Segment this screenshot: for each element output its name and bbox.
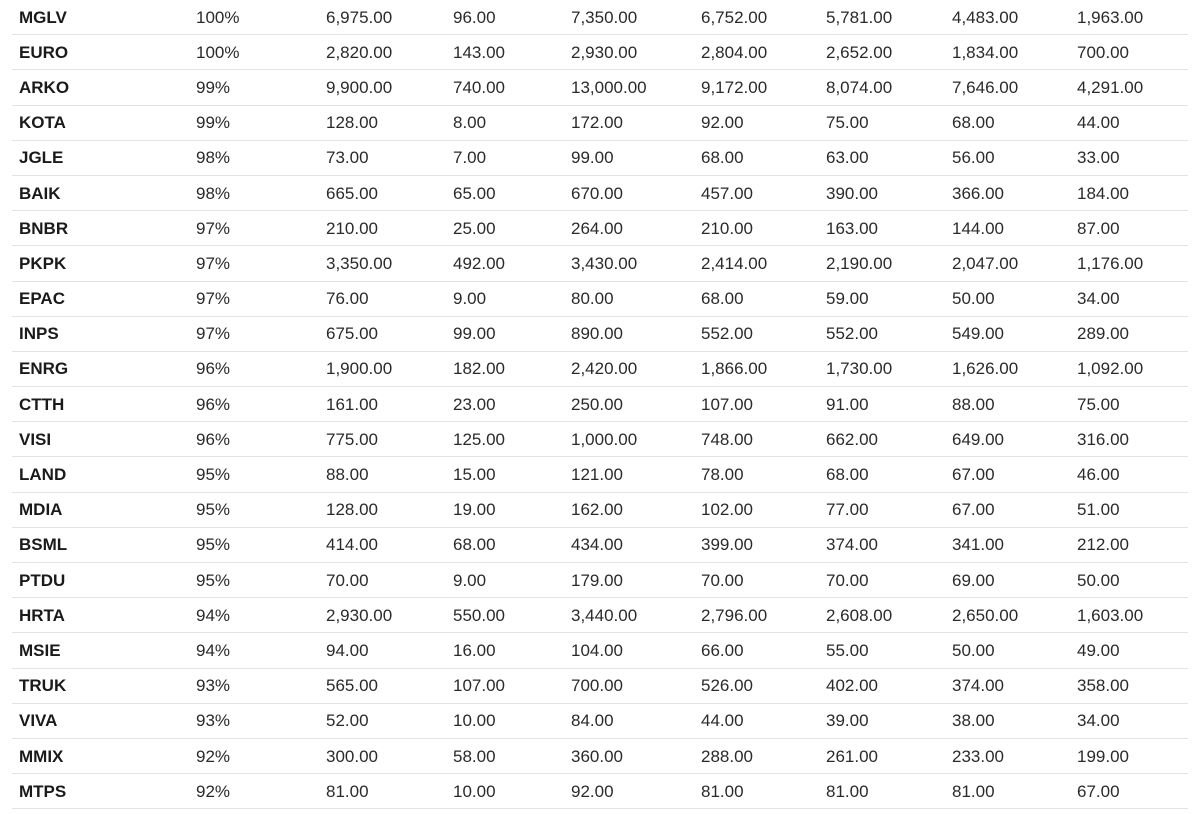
value-cell: 2,820.00: [319, 35, 446, 70]
value-cell: 56.00: [945, 140, 1070, 175]
value-cell: 172.00: [564, 105, 694, 140]
value-cell: 6,975.00: [319, 0, 446, 35]
value-cell: 9.00: [446, 563, 564, 598]
value-cell: 10.00: [446, 703, 564, 738]
value-cell: 358.00: [1070, 668, 1188, 703]
value-cell: 1,000.00: [564, 422, 694, 457]
value-cell: 121.00: [564, 457, 694, 492]
value-cell: 649.00: [945, 422, 1070, 457]
value-cell: 38.00: [945, 703, 1070, 738]
value-cell: 99.00: [446, 316, 564, 351]
ticker-cell: INPS: [12, 316, 189, 351]
value-cell: 210.00: [694, 211, 819, 246]
table-row: [12, 774, 1188, 809]
table-row: [12, 633, 1188, 668]
value-cell: 7.00: [446, 140, 564, 175]
value-cell: 1,092.00: [1070, 351, 1188, 386]
table-row: [12, 527, 1188, 562]
table-row: [12, 387, 1188, 422]
value-cell: 88.00: [319, 457, 446, 492]
value-cell: 341.00: [945, 527, 1070, 562]
value-cell: 3,350.00: [319, 246, 446, 281]
value-cell: 675.00: [319, 316, 446, 351]
value-cell: 77.00: [819, 492, 945, 527]
value-cell: 39.00: [819, 703, 945, 738]
value-cell: 288.00: [694, 738, 819, 773]
value-cell: 55.00: [819, 633, 945, 668]
value-cell: 1,730.00: [819, 351, 945, 386]
percent-cell: 93%: [189, 703, 319, 738]
value-cell: 49.00: [1070, 633, 1188, 668]
table-row: [12, 668, 1188, 703]
value-cell: 2,414.00: [694, 246, 819, 281]
value-cell: 2,930.00: [319, 598, 446, 633]
value-cell: 44.00: [694, 703, 819, 738]
value-cell: 128.00: [319, 492, 446, 527]
ticker-cell: TRUK: [12, 668, 189, 703]
ticker-cell: HRTA: [12, 598, 189, 633]
value-cell: 59.00: [819, 281, 945, 316]
value-cell: 70.00: [319, 563, 446, 598]
percent-cell: 99%: [189, 105, 319, 140]
ticker-cell: CTTH: [12, 387, 189, 422]
ticker-cell: PTDU: [12, 563, 189, 598]
percent-cell: 100%: [189, 0, 319, 35]
value-cell: 748.00: [694, 422, 819, 457]
percent-cell: 95%: [189, 457, 319, 492]
value-cell: 250.00: [564, 387, 694, 422]
table-row: [12, 738, 1188, 773]
value-cell: 662.00: [819, 422, 945, 457]
value-cell: 4,291.00: [1070, 70, 1188, 105]
value-cell: 104.00: [564, 633, 694, 668]
table-row: [12, 598, 1188, 633]
value-cell: 2,650.00: [945, 598, 1070, 633]
value-cell: 163.00: [819, 211, 945, 246]
table-row: [12, 211, 1188, 246]
value-cell: 390.00: [819, 175, 945, 210]
value-cell: 374.00: [945, 668, 1070, 703]
value-cell: 33.00: [1070, 140, 1188, 175]
value-cell: 19.00: [446, 492, 564, 527]
table-row: [12, 70, 1188, 105]
value-cell: 94.00: [319, 633, 446, 668]
value-cell: 69.00: [945, 563, 1070, 598]
value-cell: 565.00: [319, 668, 446, 703]
value-cell: 15.00: [446, 457, 564, 492]
value-cell: 300.00: [319, 738, 446, 773]
value-cell: 233.00: [945, 738, 1070, 773]
table-row: [12, 316, 1188, 351]
value-cell: 2,930.00: [564, 35, 694, 70]
value-cell: 9,172.00: [694, 70, 819, 105]
value-cell: 1,963.00: [1070, 0, 1188, 35]
value-cell: 552.00: [694, 316, 819, 351]
value-cell: 1,626.00: [945, 351, 1070, 386]
value-cell: 68.00: [694, 140, 819, 175]
value-cell: 890.00: [564, 316, 694, 351]
value-cell: 23.00: [446, 387, 564, 422]
table-row: [12, 492, 1188, 527]
table-row: [12, 563, 1188, 598]
value-cell: 99.00: [564, 140, 694, 175]
value-cell: 9,900.00: [319, 70, 446, 105]
ticker-cell: MDIA: [12, 492, 189, 527]
value-cell: 6,752.00: [694, 0, 819, 35]
value-cell: 75.00: [1070, 387, 1188, 422]
value-cell: 68.00: [694, 281, 819, 316]
value-cell: 2,652.00: [819, 35, 945, 70]
percent-cell: 92%: [189, 774, 319, 809]
ticker-cell: ENRG: [12, 351, 189, 386]
value-cell: 88.00: [945, 387, 1070, 422]
value-cell: 68.00: [945, 105, 1070, 140]
table-body: [12, 0, 1188, 809]
value-cell: 107.00: [694, 387, 819, 422]
value-cell: 2,796.00: [694, 598, 819, 633]
value-cell: 125.00: [446, 422, 564, 457]
value-cell: 2,420.00: [564, 351, 694, 386]
value-cell: 289.00: [1070, 316, 1188, 351]
value-cell: 70.00: [819, 563, 945, 598]
value-cell: 75.00: [819, 105, 945, 140]
percent-cell: 100%: [189, 35, 319, 70]
value-cell: 58.00: [446, 738, 564, 773]
percent-cell: 95%: [189, 492, 319, 527]
value-cell: 3,440.00: [564, 598, 694, 633]
ticker-cell: MTPS: [12, 774, 189, 809]
value-cell: 63.00: [819, 140, 945, 175]
value-cell: 162.00: [564, 492, 694, 527]
value-cell: 184.00: [1070, 175, 1188, 210]
percent-cell: 97%: [189, 211, 319, 246]
table-row: [12, 105, 1188, 140]
value-cell: 81.00: [694, 774, 819, 809]
value-cell: 402.00: [819, 668, 945, 703]
value-cell: 92.00: [694, 105, 819, 140]
value-cell: 492.00: [446, 246, 564, 281]
value-cell: 552.00: [819, 316, 945, 351]
value-cell: 1,603.00: [1070, 598, 1188, 633]
table-row: [12, 422, 1188, 457]
value-cell: 144.00: [945, 211, 1070, 246]
ticker-cell: VIVA: [12, 703, 189, 738]
percent-cell: 98%: [189, 140, 319, 175]
value-cell: 4,483.00: [945, 0, 1070, 35]
value-cell: 457.00: [694, 175, 819, 210]
value-cell: 13,000.00: [564, 70, 694, 105]
value-cell: 9.00: [446, 281, 564, 316]
value-cell: 87.00: [1070, 211, 1188, 246]
value-cell: 1,834.00: [945, 35, 1070, 70]
table-row: [12, 0, 1188, 35]
percent-cell: 99%: [189, 70, 319, 105]
percent-cell: 95%: [189, 563, 319, 598]
percent-cell: 96%: [189, 387, 319, 422]
value-cell: 52.00: [319, 703, 446, 738]
percent-cell: 96%: [189, 422, 319, 457]
value-cell: 212.00: [1070, 527, 1188, 562]
percent-cell: 97%: [189, 246, 319, 281]
table-row: [12, 351, 1188, 386]
percent-cell: 93%: [189, 668, 319, 703]
value-cell: 199.00: [1070, 738, 1188, 773]
value-cell: 366.00: [945, 175, 1070, 210]
value-cell: 81.00: [819, 774, 945, 809]
ticker-cell: EPAC: [12, 281, 189, 316]
ticker-cell: ARKO: [12, 70, 189, 105]
value-cell: 25.00: [446, 211, 564, 246]
table-row: [12, 140, 1188, 175]
value-cell: 2,190.00: [819, 246, 945, 281]
value-cell: 316.00: [1070, 422, 1188, 457]
value-cell: 68.00: [446, 527, 564, 562]
value-cell: 46.00: [1070, 457, 1188, 492]
ticker-cell: VISI: [12, 422, 189, 457]
value-cell: 67.00: [1070, 774, 1188, 809]
table-row: [12, 703, 1188, 738]
value-cell: 665.00: [319, 175, 446, 210]
value-cell: 1,866.00: [694, 351, 819, 386]
ticker-cell: BSML: [12, 527, 189, 562]
value-cell: 374.00: [819, 527, 945, 562]
percent-cell: 96%: [189, 351, 319, 386]
value-cell: 107.00: [446, 668, 564, 703]
ticker-cell: JGLE: [12, 140, 189, 175]
value-cell: 84.00: [564, 703, 694, 738]
value-cell: 65.00: [446, 175, 564, 210]
value-cell: 2,804.00: [694, 35, 819, 70]
table-row: [12, 246, 1188, 281]
value-cell: 44.00: [1070, 105, 1188, 140]
stock-table: [12, 0, 1188, 809]
value-cell: 3,430.00: [564, 246, 694, 281]
value-cell: 179.00: [564, 563, 694, 598]
value-cell: 700.00: [1070, 35, 1188, 70]
value-cell: 76.00: [319, 281, 446, 316]
value-cell: 50.00: [1070, 563, 1188, 598]
value-cell: 2,608.00: [819, 598, 945, 633]
ticker-cell: LAND: [12, 457, 189, 492]
value-cell: 264.00: [564, 211, 694, 246]
value-cell: 96.00: [446, 0, 564, 35]
value-cell: 700.00: [564, 668, 694, 703]
percent-cell: 95%: [189, 527, 319, 562]
value-cell: 128.00: [319, 105, 446, 140]
value-cell: 670.00: [564, 175, 694, 210]
value-cell: 414.00: [319, 527, 446, 562]
value-cell: 67.00: [945, 492, 1070, 527]
ticker-cell: MMIX: [12, 738, 189, 773]
value-cell: 50.00: [945, 281, 1070, 316]
value-cell: 1,900.00: [319, 351, 446, 386]
value-cell: 8,074.00: [819, 70, 945, 105]
value-cell: 8.00: [446, 105, 564, 140]
value-cell: 399.00: [694, 527, 819, 562]
value-cell: 102.00: [694, 492, 819, 527]
percent-cell: 97%: [189, 316, 319, 351]
ticker-cell: MSIE: [12, 633, 189, 668]
value-cell: 5,781.00: [819, 0, 945, 35]
table-row: [12, 175, 1188, 210]
value-cell: 91.00: [819, 387, 945, 422]
value-cell: 70.00: [694, 563, 819, 598]
value-cell: 66.00: [694, 633, 819, 668]
value-cell: 2,047.00: [945, 246, 1070, 281]
table-row: [12, 457, 1188, 492]
value-cell: 7,646.00: [945, 70, 1070, 105]
value-cell: 740.00: [446, 70, 564, 105]
value-cell: 34.00: [1070, 281, 1188, 316]
ticker-cell: PKPK: [12, 246, 189, 281]
value-cell: 34.00: [1070, 703, 1188, 738]
value-cell: 161.00: [319, 387, 446, 422]
value-cell: 78.00: [694, 457, 819, 492]
value-cell: 16.00: [446, 633, 564, 668]
table-row: [12, 281, 1188, 316]
value-cell: 182.00: [446, 351, 564, 386]
value-cell: 50.00: [945, 633, 1070, 668]
percent-cell: 98%: [189, 175, 319, 210]
value-cell: 51.00: [1070, 492, 1188, 527]
ticker-cell: KOTA: [12, 105, 189, 140]
value-cell: 67.00: [945, 457, 1070, 492]
value-cell: 261.00: [819, 738, 945, 773]
value-cell: 10.00: [446, 774, 564, 809]
value-cell: 434.00: [564, 527, 694, 562]
percent-cell: 92%: [189, 738, 319, 773]
value-cell: 550.00: [446, 598, 564, 633]
percent-cell: 94%: [189, 633, 319, 668]
value-cell: 549.00: [945, 316, 1070, 351]
value-cell: 360.00: [564, 738, 694, 773]
value-cell: 526.00: [694, 668, 819, 703]
value-cell: 775.00: [319, 422, 446, 457]
table-row: [12, 35, 1188, 70]
ticker-cell: MGLV: [12, 0, 189, 35]
value-cell: 80.00: [564, 281, 694, 316]
value-cell: 7,350.00: [564, 0, 694, 35]
percent-cell: 94%: [189, 598, 319, 633]
value-cell: 81.00: [319, 774, 446, 809]
value-cell: 92.00: [564, 774, 694, 809]
value-cell: 68.00: [819, 457, 945, 492]
value-cell: 143.00: [446, 35, 564, 70]
ticker-cell: BAIK: [12, 175, 189, 210]
value-cell: 73.00: [319, 140, 446, 175]
ticker-cell: BNBR: [12, 211, 189, 246]
ticker-cell: EURO: [12, 35, 189, 70]
percent-cell: 97%: [189, 281, 319, 316]
value-cell: 1,176.00: [1070, 246, 1188, 281]
value-cell: 210.00: [319, 211, 446, 246]
value-cell: 81.00: [945, 774, 1070, 809]
